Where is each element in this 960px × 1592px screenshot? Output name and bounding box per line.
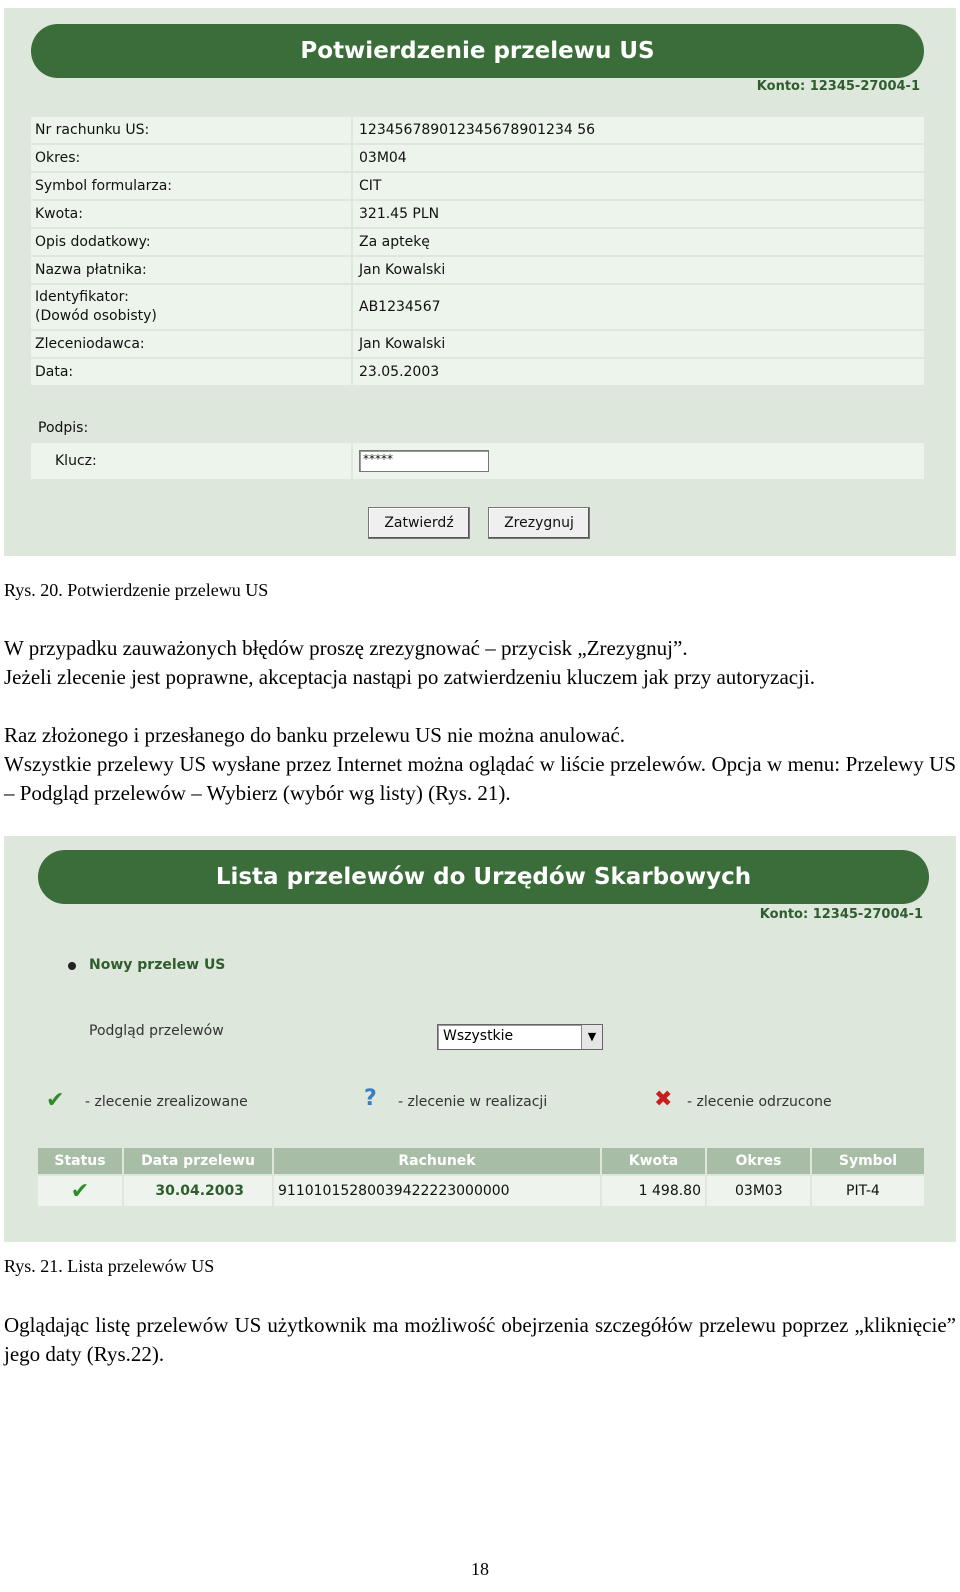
new-transfer-link[interactable]: Nowy przelew US bbox=[89, 957, 226, 973]
filter-value: Wszystkie bbox=[443, 1028, 514, 1044]
amount-cell: 1 498.80 bbox=[602, 1176, 707, 1206]
column-header: Symbol bbox=[838, 1153, 898, 1169]
page-number: 18 bbox=[471, 1559, 489, 1579]
table-header bbox=[38, 1148, 924, 1174]
form-row bbox=[31, 229, 924, 255]
account-number: Konto: 12345-27004-1 bbox=[756, 79, 920, 94]
row-value: 321.45 PLN bbox=[353, 201, 924, 227]
column-header: Rachunek bbox=[274, 1148, 602, 1174]
signature-label: Podpis: bbox=[38, 420, 89, 436]
figure-caption: Rys. 20. Potwierdzenie przelewu US bbox=[4, 580, 269, 600]
paragraph: W przypadku zauważonych błędów proszę zrezygnować – przycisk „Zrezygnuj”. bbox=[4, 636, 688, 660]
account-cell: 91101015280039422223000000 bbox=[274, 1176, 602, 1206]
row-value: 03M04 bbox=[353, 145, 924, 171]
confirmation-title: Potwierdzenie przelewu US bbox=[300, 38, 655, 64]
form-row bbox=[31, 201, 924, 227]
list-title: Lista przelewów do Urzędów Skarbowych bbox=[215, 864, 752, 890]
column-header: Kwota bbox=[602, 1148, 707, 1174]
form-row bbox=[31, 331, 924, 357]
legend-text: - zlecenie odrzucone bbox=[687, 1094, 832, 1110]
cross-icon: ✖ bbox=[654, 1087, 673, 1112]
column-header: Data przelewu bbox=[124, 1148, 274, 1174]
key-label: Klucz: bbox=[31, 443, 353, 479]
row-value: Jan Kowalski bbox=[353, 331, 924, 357]
paragraph: Oglądając listę przelewów US użytkownik ma możliwość obejrzenia szczegółów przelewu poprzez „kliknięcie” jego daty (Rys.22). bbox=[4, 1313, 956, 1366]
row-value: Jan Kowalski bbox=[353, 257, 924, 283]
table-row bbox=[38, 1176, 924, 1206]
row-value: 23.05.2003 bbox=[353, 359, 924, 385]
bullet-icon bbox=[68, 962, 76, 970]
paragraph: Raz złożonego i przesłanego do banku przelewu US nie można anulować. bbox=[4, 723, 626, 747]
check-icon: ✔ bbox=[46, 1088, 65, 1113]
form-row bbox=[31, 257, 924, 283]
row-value: 123456789012345678901234 56 bbox=[353, 117, 924, 143]
list-title-banner bbox=[38, 850, 929, 904]
legend-text: - zlecenie zrealizowane bbox=[85, 1094, 248, 1110]
row-label: Zleceniodawca: bbox=[31, 331, 353, 357]
question-icon: ? bbox=[364, 1086, 377, 1111]
form-row bbox=[31, 173, 924, 199]
column-header: Okres bbox=[707, 1148, 812, 1174]
form-row bbox=[31, 117, 924, 143]
row-value: Za aptekę bbox=[353, 229, 924, 255]
check-icon: ✔ bbox=[70, 1178, 90, 1204]
row-label: Nazwa płatnika: bbox=[31, 257, 353, 283]
confirm-button[interactable]: Zatwierdź bbox=[368, 507, 470, 539]
account-number: Konto: 12345-27004-1 bbox=[759, 907, 923, 922]
legend-text: - zlecenie w realizacji bbox=[398, 1094, 548, 1110]
symbol-cell: PIT-4 bbox=[846, 1183, 880, 1199]
row-label: Data: bbox=[31, 359, 353, 385]
period-cell: 03M03 bbox=[707, 1176, 812, 1206]
paragraph: Jeżeli zlecenie jest poprawne, akceptacja nastąpi po zatwierdzeniu kluczem jak przy autoryzacji. bbox=[4, 665, 816, 689]
figure-caption: Rys. 21. Lista przelewów US bbox=[4, 1256, 215, 1276]
cancel-button[interactable]: Zrezygnuj bbox=[488, 507, 590, 539]
row-label: Opis dodatkowy: bbox=[31, 229, 353, 255]
form-row bbox=[31, 359, 924, 385]
row-label: Okres: bbox=[31, 145, 353, 171]
row-value: AB1234567 bbox=[353, 285, 924, 329]
column-header: Status bbox=[38, 1148, 124, 1174]
transfer-date-link[interactable]: 30.04.2003 bbox=[124, 1176, 274, 1206]
row-label: Symbol formularza: bbox=[31, 173, 353, 199]
row-label: Kwota: bbox=[31, 201, 353, 227]
preview-label: Podgląd przelewów bbox=[89, 1023, 224, 1039]
form-row bbox=[31, 285, 924, 329]
row-label: Identyfikator: (Dowód osobisty) bbox=[31, 285, 353, 329]
row-label: Nr rachunku US: bbox=[31, 117, 353, 143]
form-row bbox=[31, 145, 924, 171]
key-row bbox=[31, 443, 924, 479]
row-value: CIT bbox=[353, 173, 924, 199]
confirmation-title-banner bbox=[31, 24, 924, 78]
key-input[interactable]: ***** bbox=[359, 450, 489, 472]
filter-select[interactable] bbox=[437, 1024, 603, 1050]
paragraph: Wszystkie przelewy US wysłane przez Internet można oglądać w liście przelewów. Opcja w menu: Przelewy US – Podgląd przelewów – Wybierz (wybór wg listy) (Rys. 21). bbox=[4, 752, 956, 805]
status-cell bbox=[38, 1176, 124, 1206]
chevron-down-icon[interactable]: ▼ bbox=[581, 1025, 602, 1049]
key-cell bbox=[353, 443, 924, 479]
